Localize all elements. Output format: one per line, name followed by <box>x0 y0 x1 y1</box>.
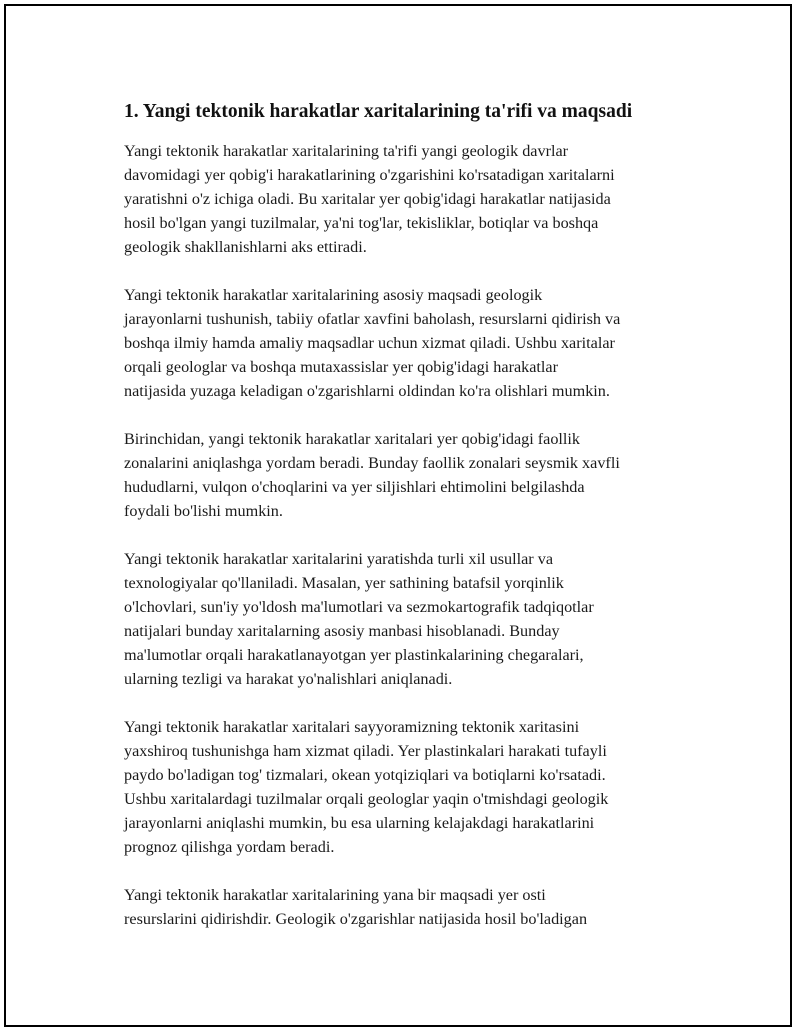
text-line: texnologiyalar qo'llaniladi. Masalan, yer sathining batafsil yorqinlik <box>124 574 564 592</box>
text-line: hududlarni, vulqon o'choqlarini va yer siljishlari ehtimolini belgilashda <box>124 478 585 496</box>
text-line: geologik shakllanishlarni aks ettiradi. <box>124 238 367 256</box>
text-line: Yangi tektonik harakatlar xaritalari sayyoramizning tektonik xaritasini <box>124 718 580 736</box>
document-body <box>124 98 694 955</box>
text-line: Yangi tektonik harakatlar xaritalarini yaratishda turli xil usullar va <box>124 550 553 568</box>
text-line: Ushbu xaritalardagi tuzilmalar orqali geologlar yaqin o'tmishdagi geologik <box>124 790 609 808</box>
text-line: boshqa ilmiy hamda amaliy maqsadlar uchun xizmat qiladi. Ushbu xaritalar <box>124 334 615 352</box>
text-line: Yangi tektonik harakatlar xaritalarining asosiy maqsadi geologik <box>124 286 543 304</box>
paragraph-purpose <box>124 283 694 403</box>
paragraph-activity-zones <box>124 427 694 523</box>
paragraph-tectonic-map <box>124 715 694 859</box>
text-line: paydo bo'ladigan tog' tizmalari, okean yotqiziqlari va botiqlarni ko'rsatadi. <box>124 766 606 784</box>
text-line: natijalari bunday xaritalarning asosiy manbasi hisoblanadi. Bunday <box>124 622 560 640</box>
text-line: hosil bo'lgan yangi tuzilmalar, ya'ni tog'lar, tekisliklar, botiqlar va boshqa <box>124 214 599 232</box>
paragraph-methods <box>124 547 694 691</box>
text-line: ularning tezligi va harakat yo'nalishlari aniqlanadi. <box>124 670 453 688</box>
text-line: davomidagi yer qobig'i harakatlarining o'zgarishini ko'rsatadigan xaritalarni <box>124 166 615 184</box>
text-line: foydali bo'lishi mumkin. <box>124 502 283 520</box>
text-line: Yangi tektonik harakatlar xaritalarining yana bir maqsadi yer osti <box>124 886 546 904</box>
text-line: natijasida yuzaga keladigan o'zgarishlarni oldindan ko'ra olishlari mumkin. <box>124 382 610 400</box>
text-line: prognoz qilishga yordam beradi. <box>124 838 335 856</box>
text-line: orqali geologlar va boshqa mutaxassislar yer qobig'idagi harakatlar <box>124 358 558 376</box>
text-line: Birinchidan, yangi tektonik harakatlar xaritalari yer qobig'idagi faollik <box>124 430 581 448</box>
text-line: yaratishni o'z ichiga oladi. Bu xaritalar yer qobig'idagi harakatlar natijasida <box>124 190 611 208</box>
text-line: jarayonlarni tushunish, tabiiy ofatlar xavfini baholash, resurslarni qidirish va <box>124 310 621 328</box>
text-line: o'lchovlari, sun'iy yo'ldosh ma'lumotlari va sezmokartografik tadqiqotlar <box>124 598 594 616</box>
text-line: zonalarini aniqlashga yordam beradi. Bunday faollik zonalari seysmik xavfli <box>124 454 620 472</box>
text-line: resurslarini qidirishdir. Geologik o'zgarishlar natijasida hosil bo'ladigan <box>124 910 588 928</box>
text-line: jarayonlarni aniqlashi mumkin, bu esa ularning kelajakdagi harakatlarini <box>124 814 595 832</box>
page-border <box>4 4 792 1027</box>
text-line: Yangi tektonik harakatlar xaritalarining ta'rifi yangi geologik davrlar <box>124 142 569 160</box>
text-line: ma'lumotlar orqali harakatlanayotgan yer plastinkalarining chegaralari, <box>124 646 584 664</box>
paragraph-definition <box>124 139 694 259</box>
text-line: yaxshiroq tushunishga ham xizmat qiladi. Yer plastinkalari harakati tufayli <box>124 742 607 760</box>
paragraph-resources <box>124 883 694 931</box>
section-heading: 1. Yangi tektonik harakatlar xaritalarining ta'rifi va maqsadi <box>124 101 633 122</box>
